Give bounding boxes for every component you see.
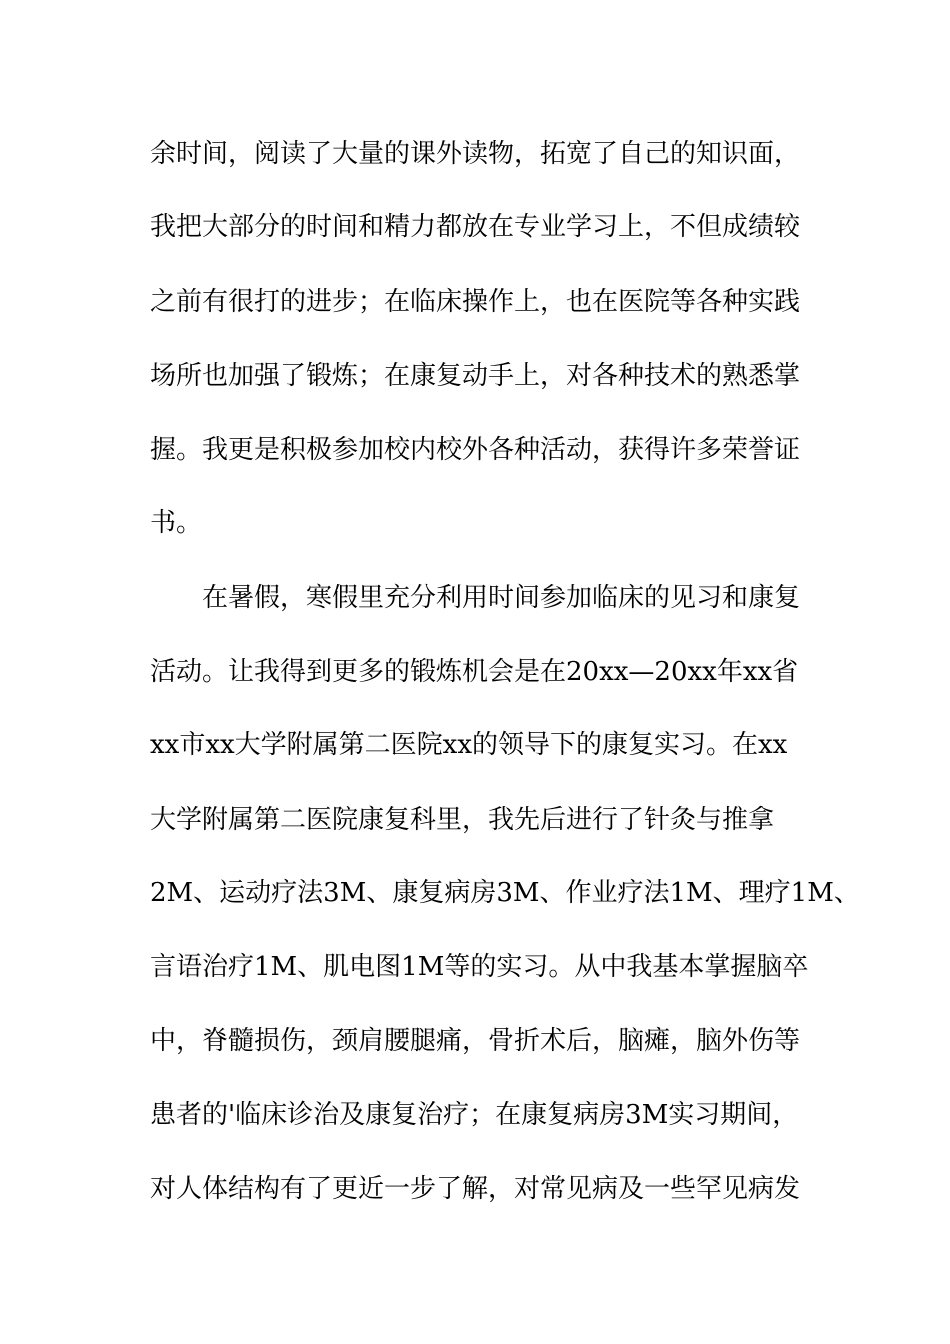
text-line: 握。我更是积极参加校内校外各种活动，获得许多荣誉证 [150, 435, 801, 465]
text-line: 言语治疗1M、肌电图1M等的实习。从中我基本掌握脑卒 [150, 952, 809, 982]
text-line: 余时间，阅读了大量的课外读物，拓宽了自己的知识面， [150, 139, 801, 169]
text-line: 书。 [150, 508, 203, 538]
text-line: 活动。让我得到更多的锻炼机会是在20xx—20xx年xx省 [150, 657, 799, 687]
paragraph-first-line: 在暑假，寒假里充分利用时间参加临床的见习和康复 [202, 583, 801, 613]
text-line: 中，脊髓损伤，颈肩腰腿痛，骨折术后，脑瘫，脑外伤等 [150, 1026, 801, 1056]
text-line: 患者的'临床诊治及康复治疗；在康复病房3M实习期间， [150, 1100, 799, 1130]
text-line: 大学附属第二医院康复科里，我先后进行了针灸与推拿 [150, 805, 775, 835]
text-line: 我把大部分的时间和精力都放在专业学习上，不但成绩较 [150, 212, 801, 242]
text-line: 2M、运动疗法3M、康复病房3M、作业疗法1M、理疗1M、 [150, 878, 860, 908]
text-line: xx市xx大学附属第二医院xx的领导下的康复实习。在xx [150, 730, 788, 760]
text-line: 之前有很打的进步；在临床操作上，也在医院等各种实践 [150, 287, 801, 317]
text-line: 对人体结构有了更近一步了解，对常见病及一些罕见病发 [150, 1174, 801, 1204]
text-line: 场所也加强了锻炼；在康复动手上，对各种技术的熟悉掌 [150, 361, 801, 391]
